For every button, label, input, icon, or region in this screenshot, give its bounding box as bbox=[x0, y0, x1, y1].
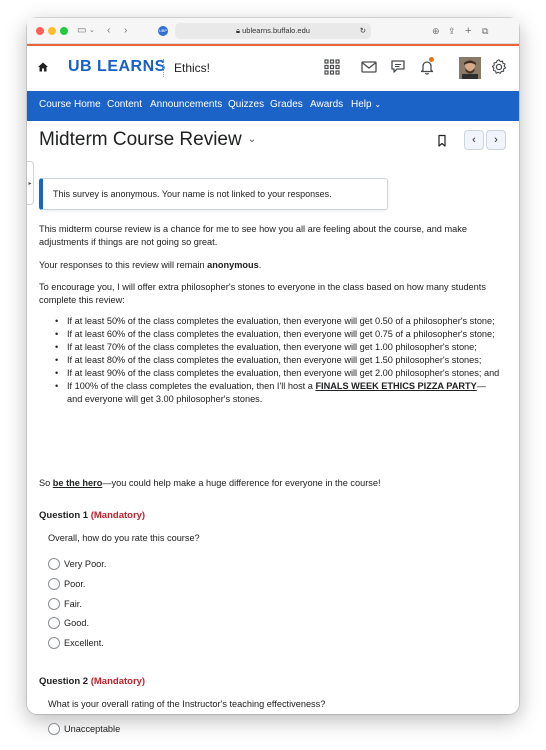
anon-bold: anonymous bbox=[207, 260, 259, 270]
reward-list bbox=[55, 315, 501, 406]
header-divider bbox=[163, 59, 164, 77]
back-icon[interactable]: ‹ bbox=[107, 25, 111, 36]
list-item: • If at least 70% of the class completes the evaluation, then everyone will get 1.00 philosopher's stone; bbox=[55, 341, 501, 354]
question-1-title bbox=[39, 510, 145, 521]
lock-icon: 🔒︎ bbox=[236, 26, 243, 35]
radio-button[interactable] bbox=[48, 598, 60, 610]
q1-option-good[interactable] bbox=[48, 616, 89, 630]
sidebar-toggle-icon[interactable]: ▭ bbox=[77, 25, 87, 36]
bookmark-icon[interactable] bbox=[437, 134, 447, 148]
mandatory-badge: (Mandatory) bbox=[90, 510, 146, 521]
chevron-down-icon[interactable]: ⌄ bbox=[89, 27, 95, 34]
list-item: • If at least 80% of the class completes the evaluation, then everyone will get 1.50 philosopher's stones; bbox=[55, 354, 501, 367]
settings-gear-icon[interactable] bbox=[490, 58, 508, 76]
pizza-party-text: FINALS WEEK ETHICS PIZZA PARTY bbox=[315, 381, 477, 391]
radio-button[interactable] bbox=[48, 558, 60, 570]
nav-course-home[interactable]: Course Home bbox=[39, 99, 101, 110]
intro-paragraph: This midterm course review is a chance for me to see how you all are feeling about the course, and make adjustments if things are not going so great. bbox=[39, 224, 467, 247]
nav-grades[interactable]: Grades bbox=[270, 99, 303, 110]
avatar-image bbox=[459, 57, 481, 79]
radio-button[interactable] bbox=[48, 578, 60, 590]
hero-prefix: So bbox=[39, 478, 53, 488]
course-navbar bbox=[27, 91, 519, 121]
q1-option-poor[interactable] bbox=[48, 577, 85, 591]
ub-learns-logo[interactable]: UB LEARNS bbox=[68, 58, 166, 75]
q2-option-unacceptable[interactable] bbox=[48, 722, 120, 736]
nav-help-label: Help bbox=[351, 99, 372, 110]
waffle-grid-icon[interactable] bbox=[323, 58, 341, 76]
nav-content[interactable]: Content bbox=[107, 99, 143, 110]
option-label: Excellent. bbox=[64, 638, 104, 648]
home-icon[interactable] bbox=[36, 60, 50, 74]
list-item: • If at least 50% of the class completes the evaluation, then everyone will get 0.50 of a philosopher's stone; bbox=[55, 315, 501, 328]
radio-button[interactable] bbox=[48, 637, 60, 649]
anonymous-paragraph bbox=[39, 259, 501, 272]
radio-button[interactable] bbox=[48, 723, 60, 735]
nav-quizzes[interactable]: Quizzes bbox=[228, 99, 265, 110]
notification-badge bbox=[429, 57, 434, 62]
anonymous-notice: This survey is anonymous. Your name is not linked to your responses. bbox=[39, 178, 388, 210]
hero-paragraph bbox=[39, 477, 501, 490]
q1-option-fair[interactable] bbox=[48, 597, 82, 611]
browser-window bbox=[27, 18, 519, 734]
tab-overview-icon[interactable]: ⧉ bbox=[482, 26, 489, 36]
list-item: • If at least 60% of the class completes the evaluation, then everyone will get 0.75 of a philosopher's stone; bbox=[55, 328, 501, 341]
page-title[interactable] bbox=[39, 129, 256, 151]
q1-option-excellent[interactable] bbox=[48, 636, 104, 650]
option-label: Very Poor. bbox=[64, 559, 107, 569]
anon-suffix: . bbox=[258, 260, 262, 270]
last-bullet-prefix: If 100% of the class completes the evaluation, then I'll host a bbox=[67, 381, 316, 391]
share-icon[interactable]: ⇪ bbox=[448, 26, 456, 36]
radio-button[interactable] bbox=[48, 617, 60, 629]
browser-toolbar bbox=[27, 18, 519, 44]
reload-icon[interactable]: ↻ bbox=[359, 26, 366, 35]
minimize-window-button[interactable] bbox=[48, 27, 56, 35]
nav-awards[interactable]: Awards bbox=[310, 99, 344, 110]
option-label: Good. bbox=[64, 618, 90, 628]
encourage-paragraph: To encourage you, I will offer extra philosopher's stones to everyone in the class based on how many students complete this review: bbox=[39, 282, 486, 305]
list-item: • If at least 90% of the class completes the evaluation, then everyone will get 2.00 philosopher's stones; and bbox=[55, 367, 501, 380]
chevron-down-icon[interactable]: ⌄ bbox=[247, 134, 257, 146]
tab-favicon[interactable]: UBP bbox=[158, 26, 168, 36]
chat-icon[interactable] bbox=[389, 58, 407, 76]
question-2-text: What is your overall rating of the Instructor's teaching effectiveness? bbox=[48, 699, 326, 709]
question-1-label: Question 1 bbox=[39, 510, 89, 521]
question-2-title bbox=[39, 676, 145, 687]
question-2-label: Question 2 bbox=[39, 676, 89, 687]
download-icon[interactable]: ⊕ bbox=[432, 26, 440, 36]
mandatory-badge: (Mandatory) bbox=[90, 676, 146, 687]
new-tab-icon[interactable]: + bbox=[465, 25, 472, 37]
q1-option-very-poor[interactable] bbox=[48, 557, 106, 571]
last-bullet-suffix: —and everyone will get 3.00 philosopher's stones. bbox=[67, 381, 486, 404]
zoom-window-button[interactable] bbox=[60, 27, 68, 35]
hero-bold: be the hero bbox=[52, 478, 103, 488]
chevron-down-icon: ⌄ bbox=[374, 100, 382, 109]
nav-announcements[interactable]: Announcements bbox=[150, 99, 223, 110]
hero-suffix: —you could help make a huge difference for everyone in the course! bbox=[102, 478, 381, 488]
option-label: Poor. bbox=[64, 579, 86, 589]
url-text: ublearns.buffalo.edu bbox=[242, 26, 310, 35]
close-window-button[interactable] bbox=[36, 27, 44, 35]
previous-page-button[interactable]: ‹ bbox=[464, 130, 484, 150]
page-title-text: Midterm Course Review bbox=[39, 129, 242, 150]
address-bar[interactable] bbox=[175, 23, 371, 39]
course-name[interactable]: Ethics! bbox=[174, 61, 211, 75]
forward-icon[interactable]: › bbox=[124, 25, 128, 36]
site-header bbox=[27, 46, 519, 91]
question-1-text: Overall, how do you rate this course? bbox=[48, 533, 200, 543]
next-page-button[interactable]: › bbox=[486, 130, 506, 150]
option-label: Unacceptable bbox=[64, 724, 121, 734]
list-item bbox=[55, 380, 501, 406]
side-panel-toggle[interactable]: ▸ bbox=[27, 161, 34, 205]
avatar[interactable] bbox=[459, 57, 481, 79]
email-icon[interactable] bbox=[360, 58, 378, 76]
option-label: Fair. bbox=[64, 599, 82, 609]
anon-prefix: Your responses to this review will remain bbox=[39, 260, 208, 270]
nav-help[interactable] bbox=[351, 99, 381, 110]
